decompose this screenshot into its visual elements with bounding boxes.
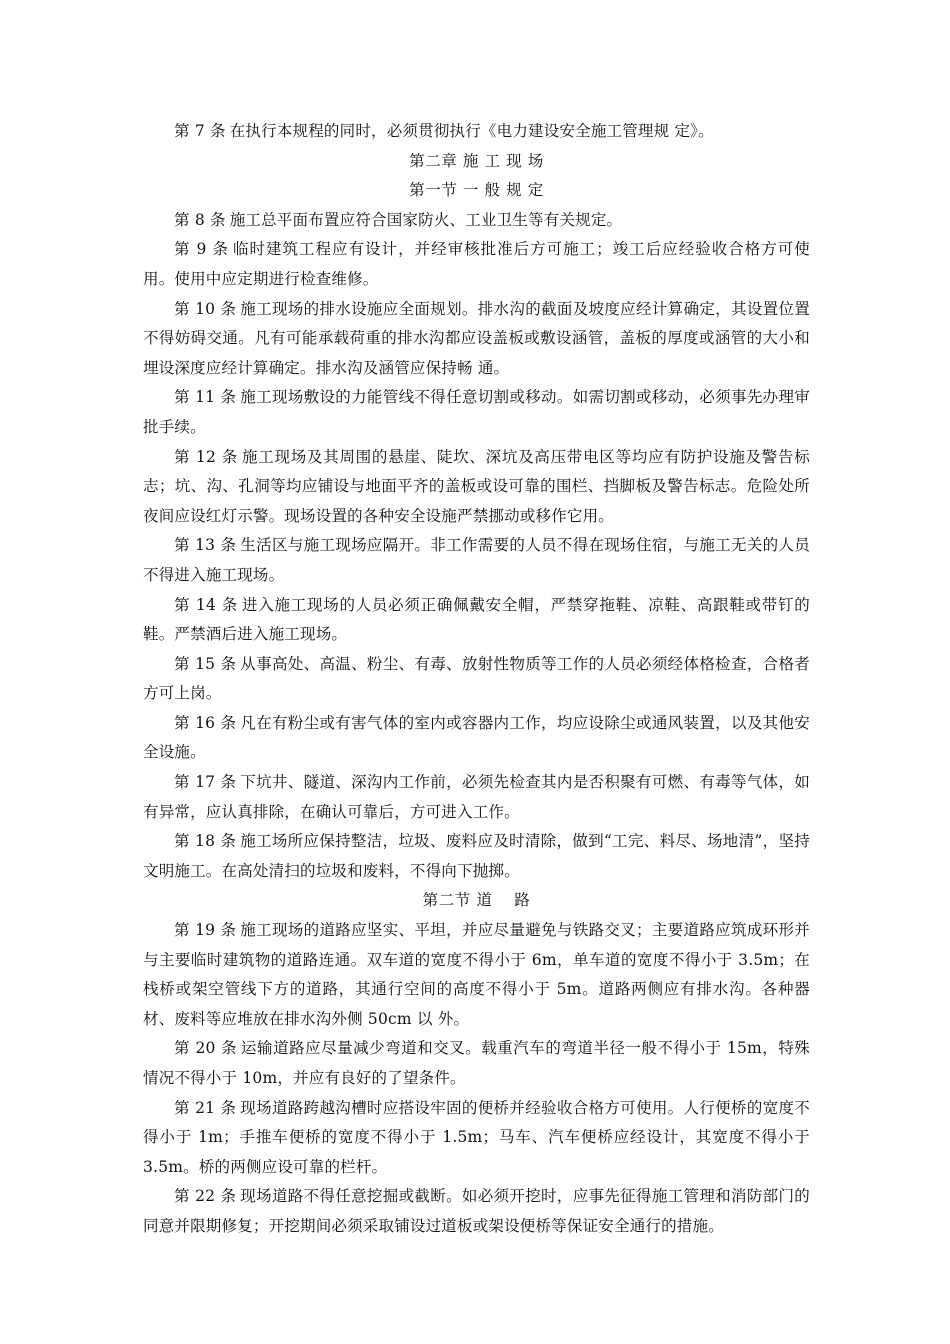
section-heading: 第二章 施 工 现 场 (409, 151, 544, 170)
article-text: 运输道路应尽量减少弯道和交叉。载重汽车的弯道半径一般不得小于 15m，特殊情况不得小于 10m，并应有良好的了望条件。 (143, 1039, 810, 1087)
article-text: 现场道路不得任意挖掘或截断。如必须开挖时，应事先征得施工管理和消防部门的同意并限期修复；开挖期间必须采取铺设过道板或架设便桥等保证安全通行的措施。 (143, 1187, 811, 1235)
article-text: 下坑井、隧道、深沟内工作前，必须先检查其内是否积聚有可燃、有毒等气体，如有异常，应认真排除，在确认可靠后，方可进入工作。 (143, 773, 811, 821)
article-paragraph (143, 709, 810, 768)
article-paragraph (143, 531, 810, 590)
article-text: 施工现场敷设的力能管线不得任意切割或移动。如需切割或移动，必须事先办理审批手续。 (143, 388, 811, 436)
article-text: 凡在有粉尘或有害气体的室内或容器内工作，均应设除尘或通风装置，以及其他安全设施。 (143, 713, 811, 762)
article-paragraph (143, 1182, 810, 1241)
article-text: 生活区与施工现场应隔开。非工作需要的人员不得在现场住宿，与施工无关的人员不得进入施工现场。 (143, 536, 811, 584)
article-paragraph (143, 295, 810, 384)
article-paragraph (143, 1094, 810, 1183)
article-paragraph (143, 591, 810, 650)
article-text: 从事高处、高温、粉尘、有毒、放射性物质等工作的人员必须经体格检查，合格者方可上岗。 (143, 654, 811, 703)
article-paragraph (143, 117, 810, 147)
article-text: 在执行本规程的同时，必须贯彻执行《电力建设安全施工管理规 定》。 (229, 122, 714, 140)
article-number: 第 20 条 (174, 1039, 238, 1058)
article-paragraph (143, 827, 810, 886)
article-paragraph (143, 235, 810, 294)
section-heading: 第二节 道 路 (422, 891, 531, 910)
article-paragraph (143, 383, 810, 442)
article-text: 进入施工现场的人员必须正确佩戴安全帽，严禁穿拖鞋、凉鞋、高跟鞋或带钉的鞋。严禁酒后进入施工现场。 (143, 595, 810, 644)
article-number: 第 9 条 (174, 240, 229, 259)
article-number: 第 18 条 (174, 832, 237, 851)
article-number: 第 10 条 (174, 299, 237, 318)
article-number: 第 8 条 (174, 210, 226, 229)
article-paragraph (143, 768, 810, 827)
document-page (143, 117, 810, 1242)
article-number: 第 16 条 (174, 713, 237, 732)
article-text: 施工现场的排水设施应全面规划。排水沟的截面及坡度应经计算确定，其设置位置不得妨碍交通。凡有可能承载荷重的排水沟都应设盖板或敷设涵管，盖板的厚度或涵管的大小和埋设深度应经计算确定。排水沟及涵管应保持畅 通。 (143, 299, 811, 377)
article-text: 施工现场及其周围的悬崖、陡坎、深坑及高压带电区等均应有防护设施及警告标志；坑、沟、孔洞等均应铺设与地面平齐的盖板或设可靠的围栏、挡脚板及警告标志。危险处所夜间应设红灯示警。现场设置的各种安全设施严禁挪动或移作它用。 (143, 447, 810, 525)
article-paragraph (143, 1034, 810, 1093)
article-number: 第 17 条 (174, 773, 237, 792)
article-number: 第 19 条 (174, 921, 237, 940)
article-text: 现场道路跨越沟槽时应搭设牢固的便桥并经验收合格方可使用。人行便桥的宽度不得小于 1m；手推车便桥的宽度不得小于 1.5m；马车、汽车便桥应经设计，其宽度不得小于 3.5m。桥的两侧应设可靠的栏杆。 (143, 1098, 811, 1176)
article-paragraph (143, 916, 810, 1034)
article-paragraph (143, 443, 810, 532)
article-number: 第 13 条 (174, 536, 237, 555)
article-paragraph (143, 206, 810, 236)
article-number: 第 21 条 (174, 1098, 237, 1117)
article-text: 施工场所应保持整洁，垃圾、废料应及时清除，做到“工完、料尽、场地清”，坚持文明施工。在高处清扫的垃圾和废料，不得向下抛掷。 (143, 832, 810, 880)
article-number: 第 15 条 (174, 654, 237, 673)
article-number: 第 22 条 (174, 1187, 237, 1206)
article-text: 临时建筑工程应有设计，并经审核批准后方可施工；竣工后应经验收合格方可使用。使用中应定期进行检查维修。 (143, 240, 810, 288)
article-number: 第 7 条 (174, 122, 226, 140)
article-number: 第 12 条 (174, 447, 238, 466)
section-heading: 第一节 一 般 规 定 (409, 181, 544, 200)
article-text: 施工总平面布置应符合国家防火、工业卫生等有关规定。 (229, 210, 623, 229)
article-number: 第 14 条 (174, 595, 238, 614)
article-number: 第 11 条 (174, 388, 237, 407)
article-text: 施工现场的道路应坚实、平坦，并应尽量避免与铁路交叉；主要道路应筑成环形并与主要临时建筑物的道路连通。双车道的宽度不得小于 6m，单车道的宽度不得小于 3.5m；在栈桥或架空管线下方的道路，其通行空间的高度不得小于 5m。道路两侧应有排水沟。各种器材、废料等应堆放在排水沟外侧 50cm 以 外。 (143, 921, 811, 1028)
article-paragraph (143, 650, 810, 709)
